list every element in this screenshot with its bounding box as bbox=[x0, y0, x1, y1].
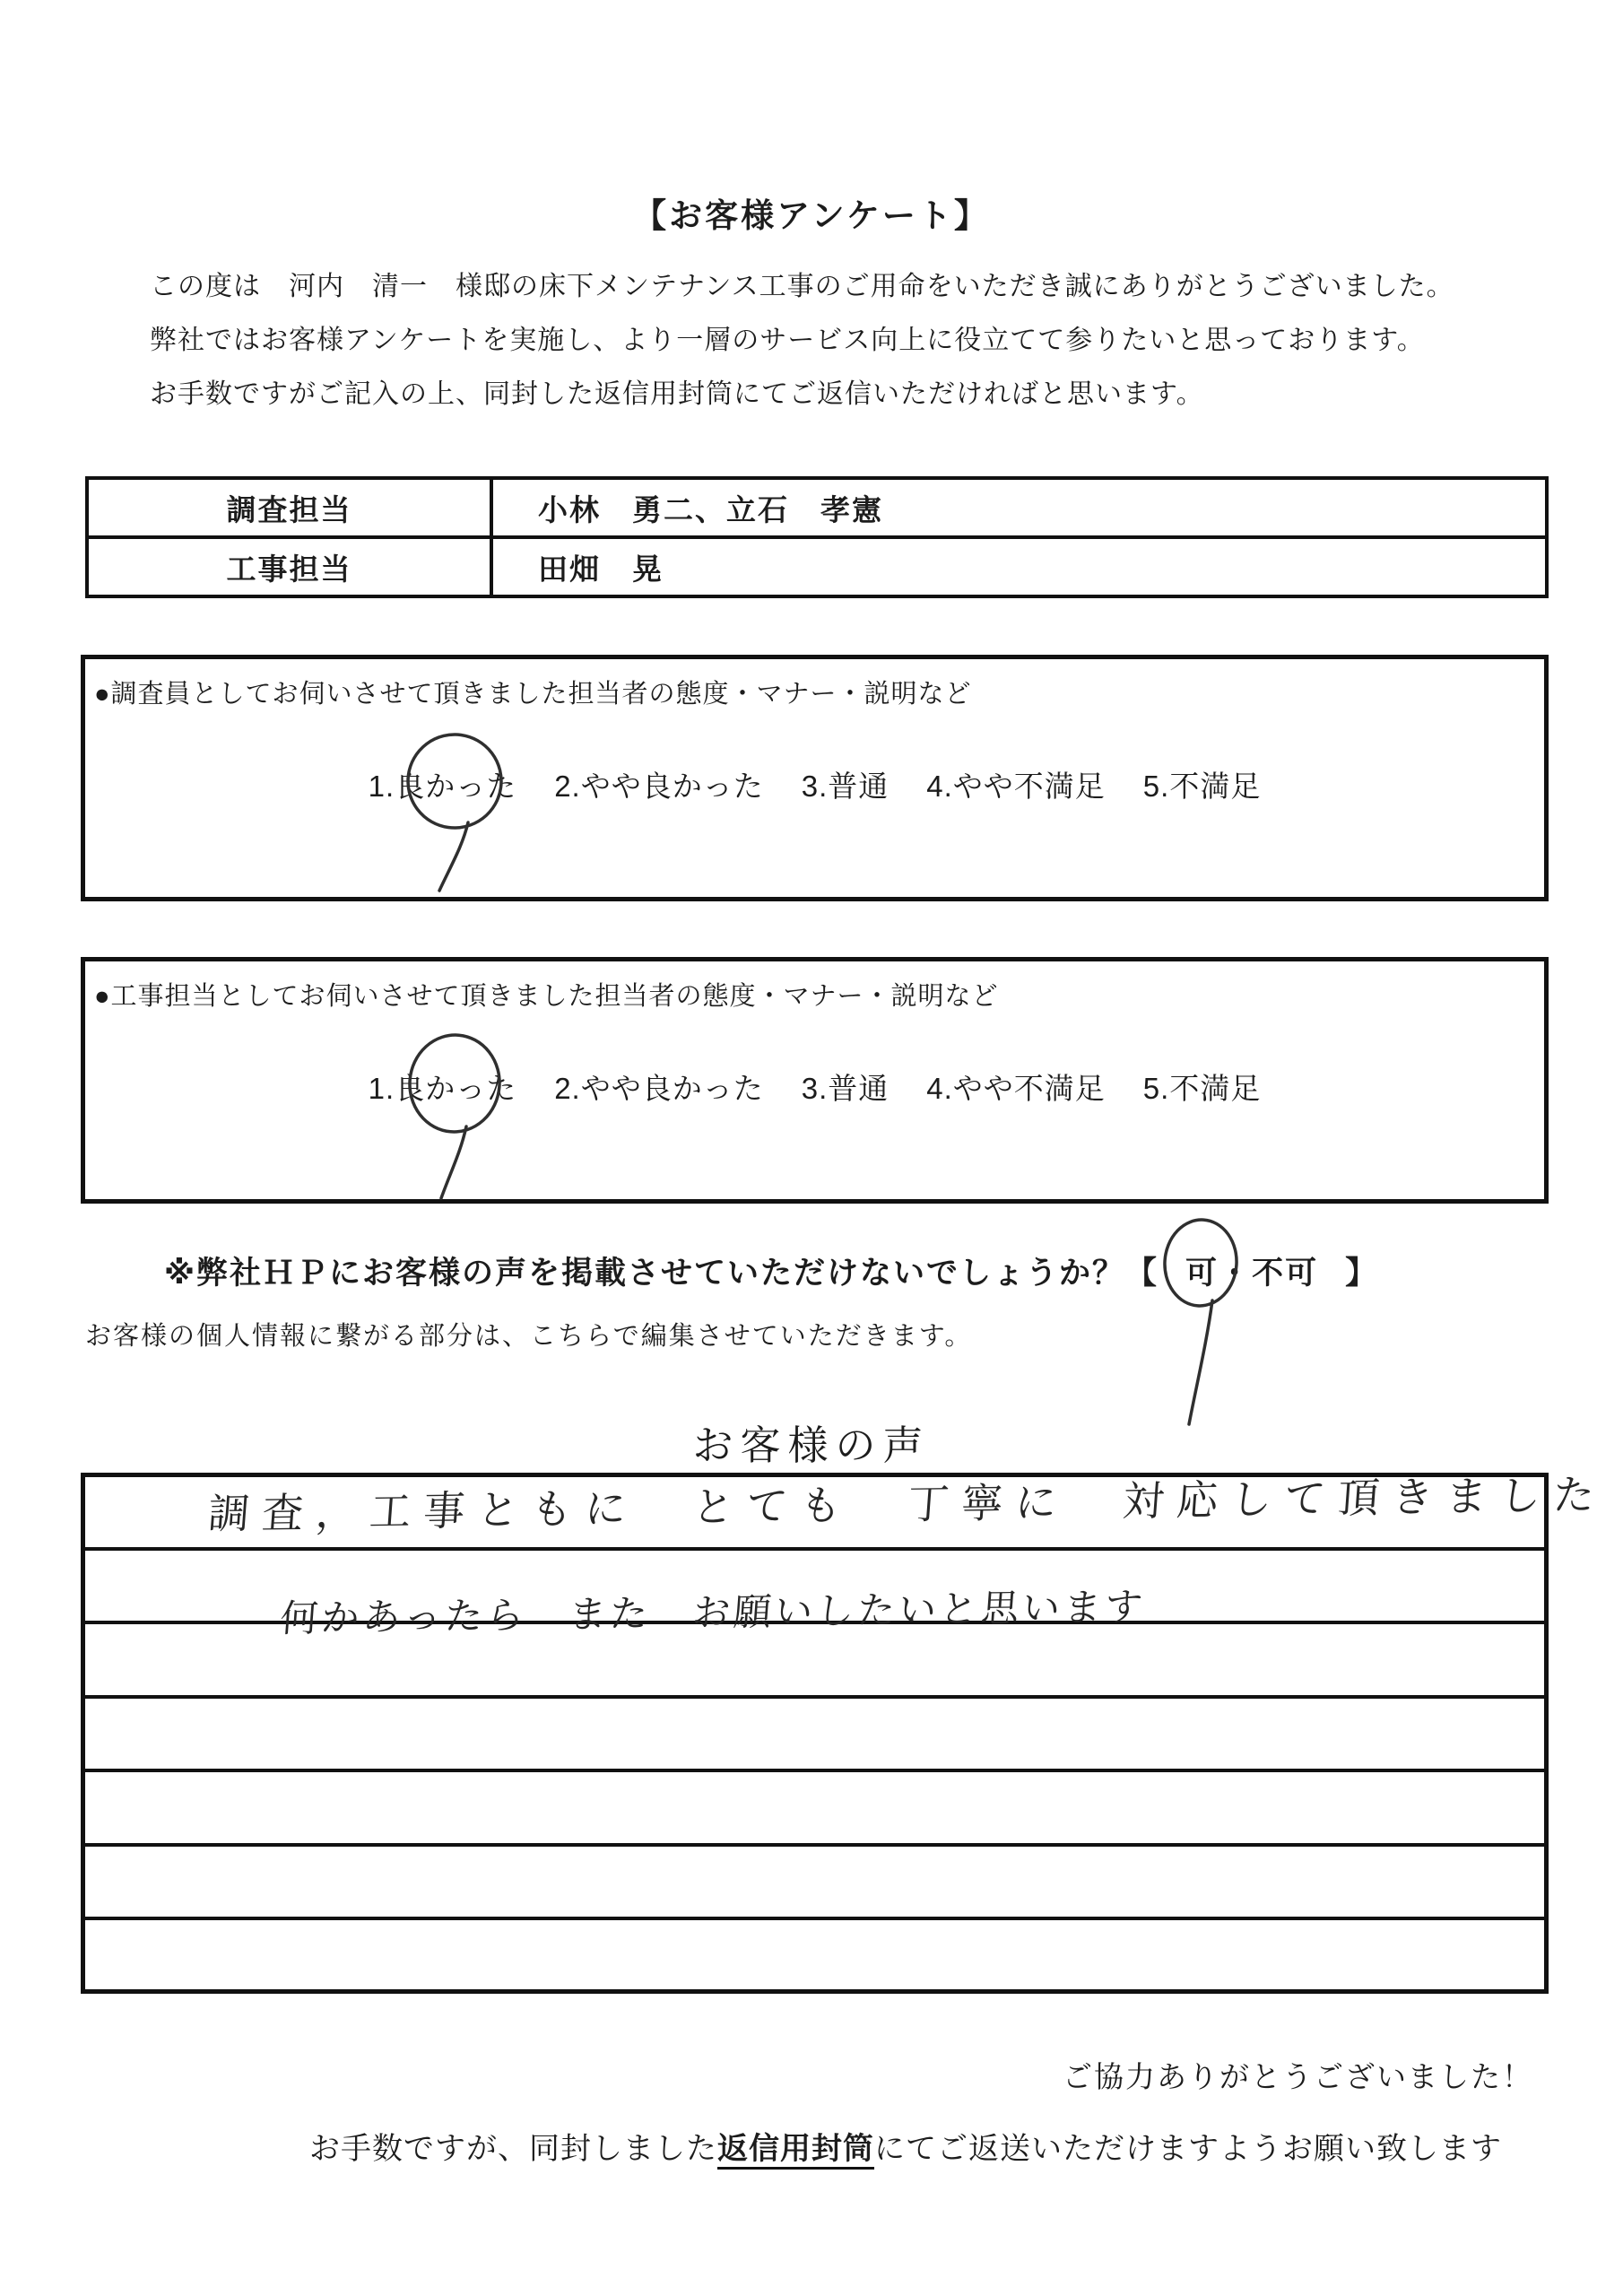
staff-table-label-construction: 工事担当 bbox=[87, 537, 491, 596]
intro-line: 弊社ではお客様アンケートを実施し、より一層のサービス向上に役立てて参りたいと思っております。 bbox=[150, 326, 1425, 355]
intro-line: お手数ですがご記入の上、同封した返信用封筒にてご返信いただければと思います。 bbox=[150, 379, 1204, 409]
rating-option-1: 1.良 かった bbox=[369, 763, 517, 805]
ruled-line bbox=[85, 1843, 1544, 1847]
table-row bbox=[87, 478, 1547, 537]
voice-comment-box bbox=[81, 1473, 1549, 1994]
rating-option-4: 4.やや不満足 bbox=[926, 770, 1106, 803]
staff-table-value-survey: 小林 勇二、立石 孝憲 bbox=[491, 478, 1547, 537]
rating-option-5: 5.不満足 bbox=[1142, 1072, 1262, 1105]
selected-rating: かっ bbox=[425, 763, 486, 805]
hp-choice-ng: 不可 bbox=[1252, 1256, 1319, 1291]
handwritten-comment-line: 調査，工事ともに とても 丁寧に 対応して頂きました bbox=[206, 1471, 1610, 1538]
staff-table-value-construction: 田畑 晃 bbox=[491, 537, 1547, 596]
ruled-line bbox=[85, 1695, 1544, 1699]
ruled-line bbox=[85, 1769, 1544, 1772]
rating-option-3: 3.普通 bbox=[801, 770, 890, 803]
survey-section-heading: ●調査員としてお伺いさせて頂きました担当者の態度・マナー・説明など bbox=[94, 680, 972, 709]
survey-section-construction bbox=[81, 957, 1549, 1204]
hp-publish-question: ※弊社ＨＰにお客様の声を掲載させていただけないでしょうか？【 可・不可 】 bbox=[164, 1248, 1378, 1293]
ruled-line bbox=[85, 1547, 1544, 1551]
rating-option-1: 1.良 かった bbox=[369, 1065, 517, 1108]
rating-scale bbox=[85, 1065, 1544, 1108]
rating-option-2: 2.やや良かった bbox=[554, 770, 764, 803]
footer-thanks-text: ご協力ありがとうございました！ bbox=[1063, 2060, 1533, 2093]
table-row bbox=[87, 537, 1547, 596]
footer-return-request: お手数ですが、同封しました返信用封筒にてご返送いただけますようお願い致します bbox=[309, 2124, 1502, 2168]
staff-table bbox=[85, 476, 1549, 598]
voice-section-title: お客様の声 bbox=[692, 1422, 931, 1468]
intro-line: この度は 河内 清一 様邸の床下メンテナンス工事のご用命をいただき誠にありがとうございました。 bbox=[150, 272, 1454, 301]
selected-rating: かっ bbox=[425, 1065, 486, 1108]
staff-table-label-survey: 調査担当 bbox=[87, 478, 491, 537]
rating-scale bbox=[85, 763, 1544, 805]
hp-choice-ok: 可 bbox=[1185, 1248, 1219, 1293]
rating-option-4: 4.やや不満足 bbox=[926, 1072, 1106, 1105]
rating-option-5: 5.不満足 bbox=[1142, 770, 1262, 803]
handwritten-circle-mark bbox=[387, 1021, 522, 1200]
page-title: 【お客様アンケート】 bbox=[633, 197, 990, 234]
ruled-line bbox=[85, 1917, 1544, 1920]
hp-privacy-note: お客様の個人情報に繋がる部分は、こちらで編集させていただきます。 bbox=[85, 1322, 973, 1351]
survey-section-heading: ●工事担当としてお伺いさせて頂きました担当者の態度・マナー・説明など bbox=[94, 982, 999, 1011]
handwritten-circle-mark bbox=[1150, 1216, 1257, 1440]
return-envelope-emphasis: 返信用封筒 bbox=[717, 2132, 874, 2170]
intro-paragraph bbox=[150, 260, 1515, 422]
rating-option-3: 3.普通 bbox=[801, 1072, 890, 1105]
rating-option-2: 2.やや良かった bbox=[554, 1072, 764, 1105]
handwritten-circle-mark bbox=[387, 718, 522, 898]
survey-section-surveyor bbox=[81, 655, 1549, 901]
handwritten-comment-line: 何かあったら また お願いしたいと思います bbox=[278, 1585, 1148, 1640]
